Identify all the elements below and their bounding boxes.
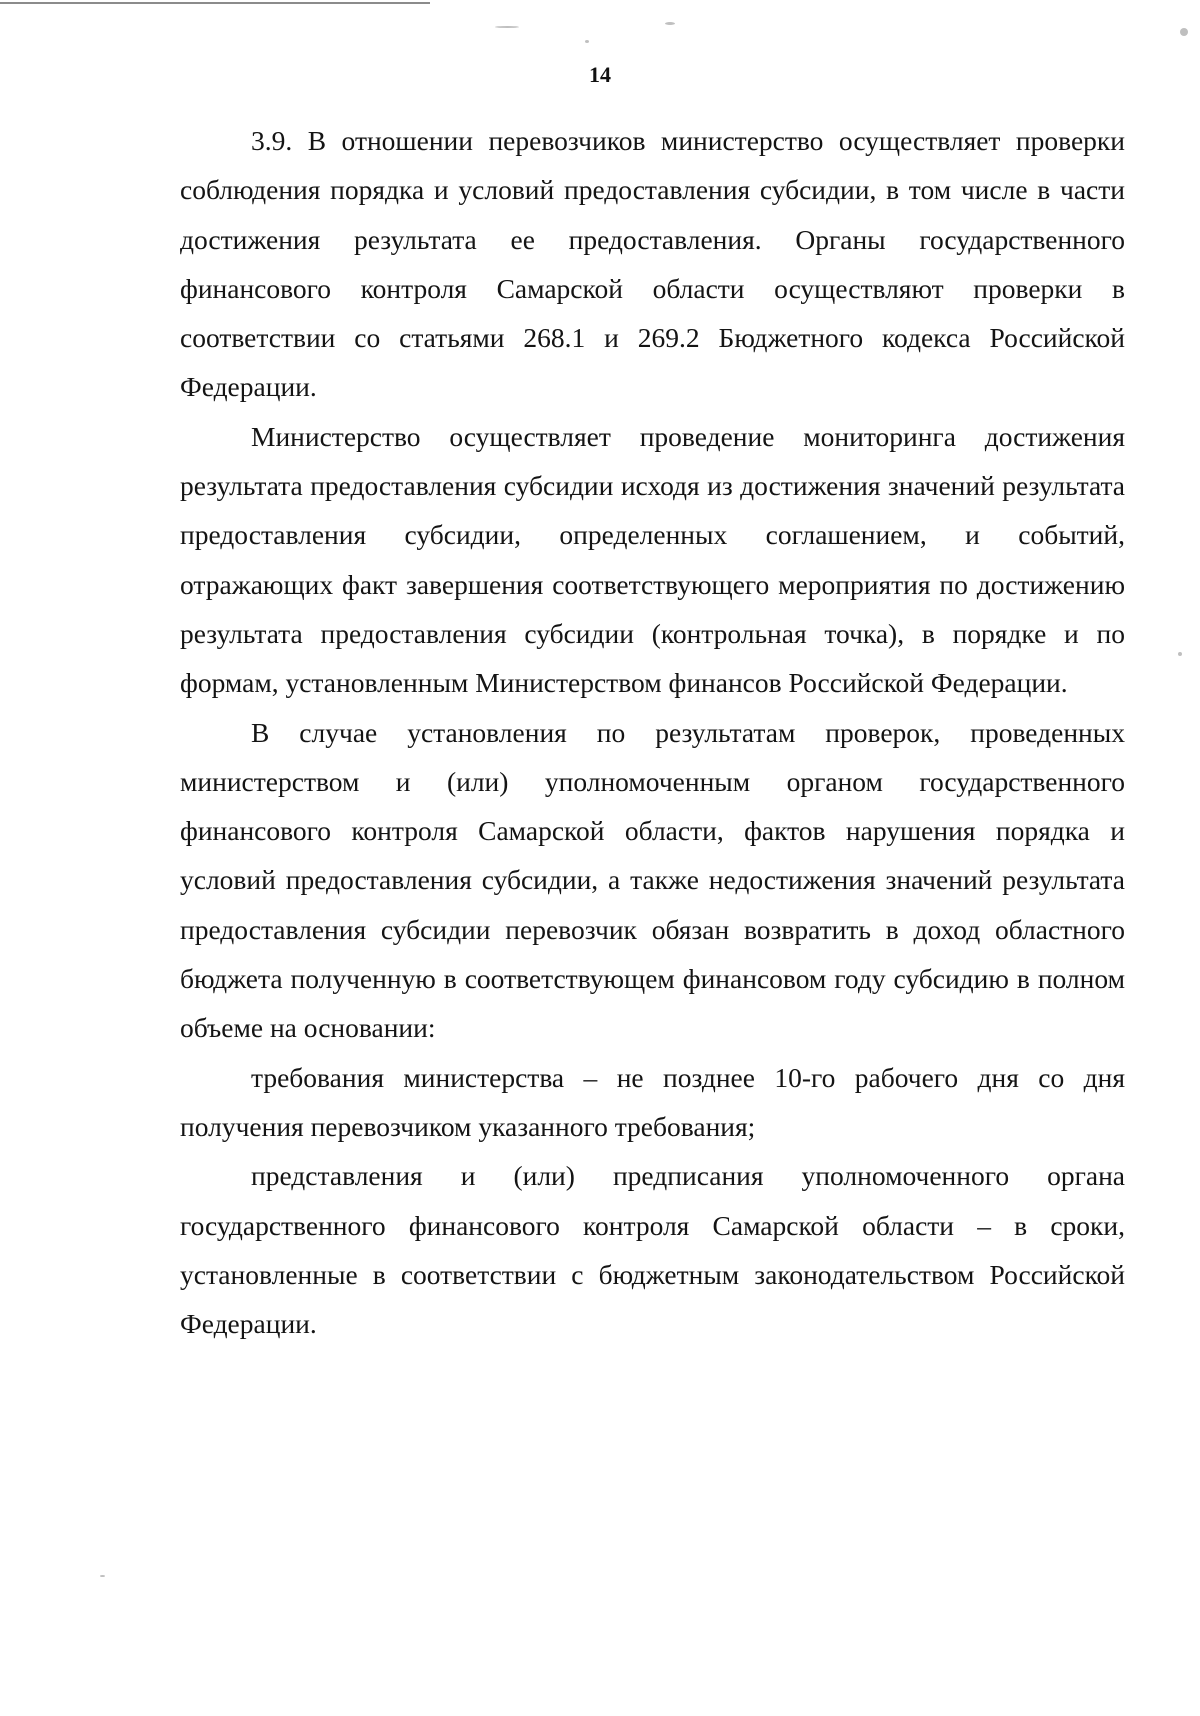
scan-speck [1178,652,1182,656]
paragraph-clause-3-9: 3.9. В отношении перевозчиков министерство осуществляет проверки соблюдения порядка и условий предоставления субсидии, в том числе в части достижения результата ее предоставления. Органы государственного финансового контроля Самарской области осуществляют проверки в соответствии со статьями 268.1 и 269.2 Бюджетного кодекса Российской Федерации. [180,125,1125,403]
document-body [180,116,1125,1348]
scan-speck [100,1575,105,1577]
scan-speck [495,26,519,28]
scan-artifact-line [0,2,430,4]
paragraph-monitoring: Министерство осуществляет проведение мониторинга достижения результата предоставления субсидии исходя из достижения значений результата предоставления субсидии, определенных соглашением, и событий, отражающих факт завершения соответствующего мероприятия по достижению результата предоставления субсидии (контрольная точка), в порядке и по формам, установленным Министерством финансов Российской Федерации. [180,420,1125,699]
scan-speck [1180,28,1188,36]
paragraph-refund-conditions: В случае установления по результатам проверок, проведенных министерством и (или) уполномоченным органом государственного финансового контроля Самарской области, фактов нарушения порядка и условий предоставления субсидии, а также недостижения значений результата предоставления субсидии перевозчик обязан возвратить в доход областного бюджета полученную в соответствующем финансовом году субсидию в полном объеме на основании: [180,716,1125,1044]
page-number: 14 [589,62,611,87]
paragraph-ministry-requirement: требования министерства – не позднее 10-го рабочего дня со дня получения перевозчиком указанного требования; [180,1061,1125,1142]
scan-speck [665,22,675,25]
paragraph-control-body-order: представления и (или) предписания уполномоченного органа государственного финансового контроля Самарской области – в сроки, установленные в соответствии с бюджетным законодательством Российской Федерации. [180,1160,1125,1340]
scan-speck [585,40,589,43]
